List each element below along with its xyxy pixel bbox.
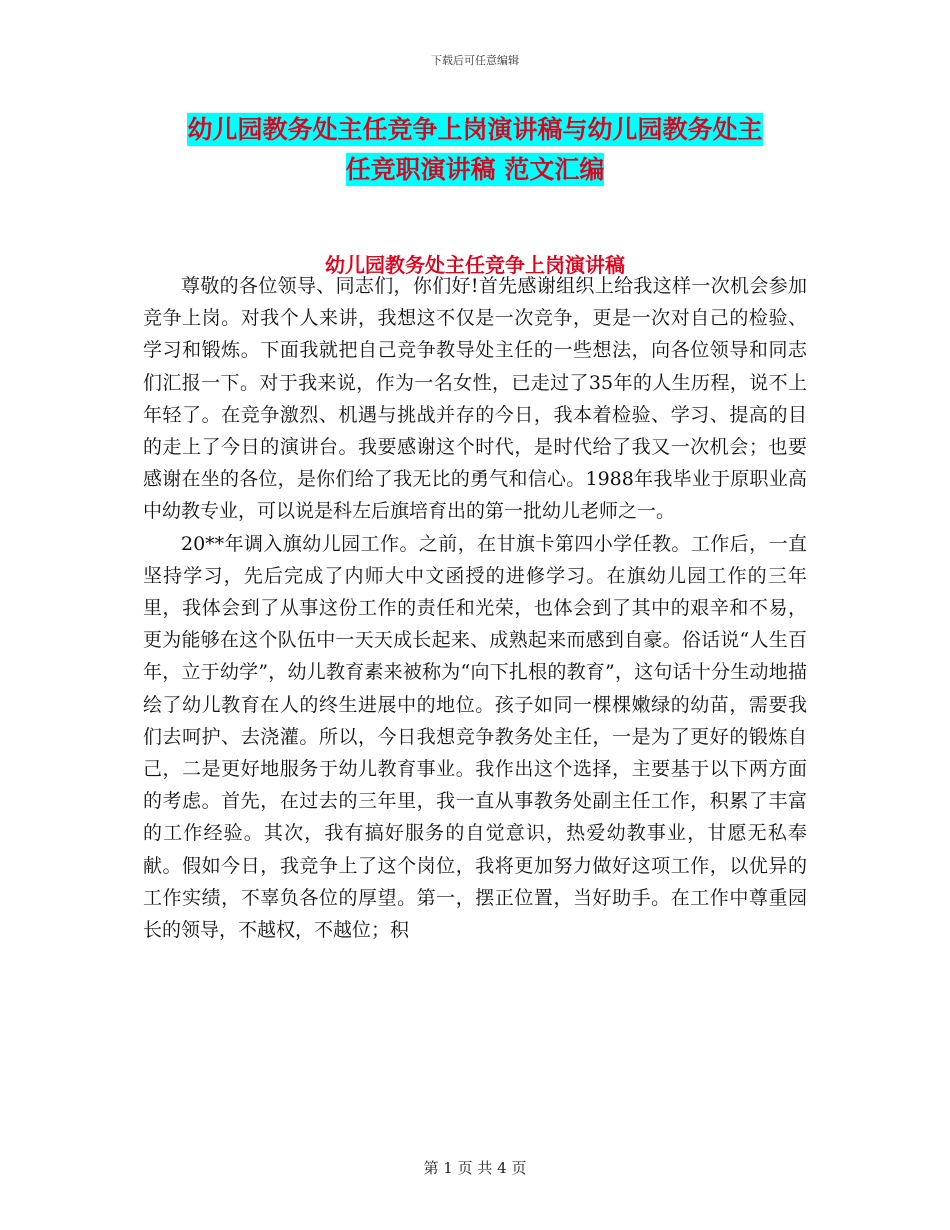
paragraph: 尊敬的各位领导、同志们，你们好!首先感谢组织上给我这样一次机会参加竞争上岗。对我个人来讲，我想这不仅是一次竞争，更是一次对自己的检验、学习和锻炼。下面我就把自己竞争教导处主任的一些想法，向各位领导和同志们汇报一下。对于我来说，作为一名女性，已走过了35年的人生历程，说不上年轻了。在竞争激烈、机遇与挑战并存的今日，我本着检验、学习、提高的目的走上了今日的演讲台。我要感谢这个时代，是时代给了我又一次机会；也要感谢在坐的各位，是你们给了我无比的勇气和信心。1988年我毕业于原职业高中幼教专业，可以说是科左后旗培育出的第一批幼儿老师之一。: [143, 275, 807, 523]
paragraph: 20**年调入旗幼儿园工作。之前，在甘旗卡第四小学任教。工作后，一直坚持学习，先后完成了内师大中文函授的进修学习。在旗幼儿园工作的三年里，我体会到了从事这份工作的责任和光荣，也体会到了其中的艰辛和不易，更为能够在这个队伍中一天天成长起来、成熟起来而感到自豪。俗话说“人生百年，立于幼学”，幼儿教育素来被称为“向下扎根的教育”，这句话十分生动地描绘了幼儿教育在人的终生进展中的地位。孩子如同一棵棵嫩绿的幼苗，需要我们去呵护、去浇灌。所以，今日我想竞争教务处主任，一是为了更好的锻炼自己，二是更好地服务于幼儿教育事业。我作出这个选择，主要基于以下两方面的考虑。首先，在过去的三年里，我一直从事教务处副主任工作，积累了丰富的工作经验。其次，我有搞好服务的自觉意识，热爱幼教事业，甘愿无私奉献。假如今日，我竞争上了这个岗位，我将更加努力做好这项工作，以优异的工作实绩，不辜负各位的厚望。第一，摆正位置，当好助手。在工作中尊重园长的领导，不越权，不越位；积: [143, 532, 807, 942]
page-header: 下载后可任意编辑: [431, 54, 519, 67]
page-footer: 第 1 页 共 4 页: [423, 1159, 527, 1177]
document-title: [140, 110, 810, 190]
title-line-2: 任竞职演讲稿 范文汇编: [345, 155, 605, 184]
title-line-1: 幼儿园教务处主任竞争上岗演讲稿与幼儿园教务处主: [187, 115, 763, 144]
section-title: 幼儿园教务处主任竞争上岗演讲稿: [325, 253, 625, 277]
body-text: [143, 270, 807, 946]
